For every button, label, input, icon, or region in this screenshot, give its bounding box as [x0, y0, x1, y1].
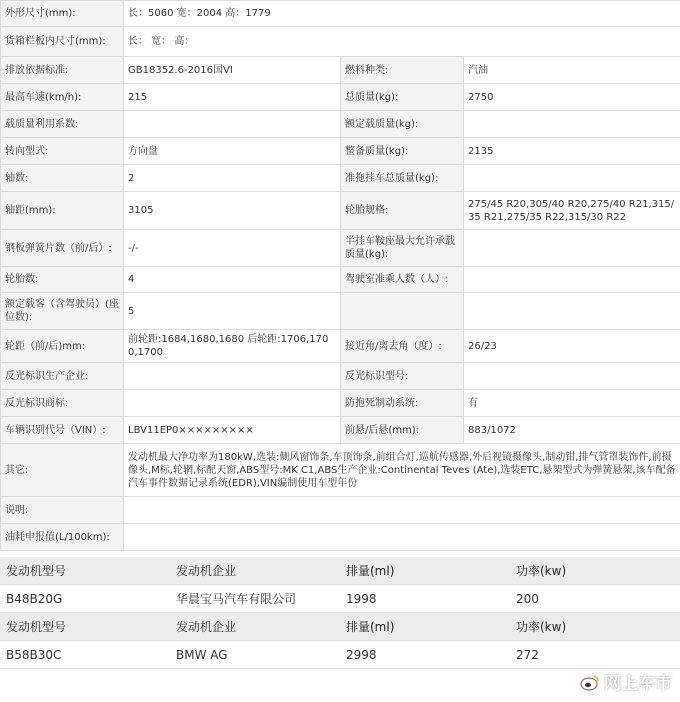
spec-value: GB18352.6-2016国VI — [124, 57, 341, 84]
spec-value: 2135 — [464, 138, 680, 165]
spec-label: 额定载质量(kg): — [341, 111, 464, 138]
weibo-icon — [580, 673, 600, 691]
spec-row — [1, 390, 680, 417]
spec-label: 前悬/后悬(mm): — [341, 417, 464, 444]
spec-label: 整备质量(kg): — [341, 138, 464, 165]
spec-label: 其它: — [1, 444, 124, 497]
spec-value: 215 — [124, 84, 341, 111]
engine-value-cell: 1998 — [340, 585, 510, 613]
engine-value-cell: 272 — [510, 641, 680, 669]
spec-value — [124, 111, 341, 138]
spec-value: 2 — [124, 165, 341, 192]
spec-value: 方向盘 — [124, 138, 341, 165]
spec-row — [1, 444, 680, 497]
spec-value: LBV11EP0××××××××× — [124, 417, 341, 444]
spec-value: 发动机最大净功率为180kW,选装:侧风窗饰条,车顶饰条,前组合灯,巡航传感器,外后视镜摄像头,制动钳,排气管罩装饰件,前摄像头,M标,轮辋,标配天窗,ABS型号:MK C1,ABS生产企业:Continental Teves (Ate),选装ETC,悬架型式为弹簧悬架,该车配备汽车事件数据记录系统(EDR),VIN编制使用车型年份 — [124, 444, 680, 497]
spec-label: 货箱栏板内尺寸(mm): — [1, 27, 124, 57]
spec-label: 油耗申报值(L/100km): — [1, 524, 124, 551]
spec-value: 有 — [464, 390, 680, 417]
spec-value: 3105 — [124, 192, 341, 230]
spec-value: 2750 — [464, 84, 680, 111]
spec-value — [124, 363, 341, 390]
engine-header-cell: 功率(kw) — [510, 613, 680, 641]
spec-label: 转向型式: — [1, 138, 124, 165]
spec-label: 准拖挂车总质量(kg): — [341, 165, 464, 192]
spec-label: 防抱死制动系统: — [341, 390, 464, 417]
spec-value: 5 — [124, 293, 341, 330]
spec-row — [1, 363, 680, 390]
spec-value — [464, 267, 680, 293]
watermark-text: 网上车市 — [604, 674, 672, 694]
engine-header-cell: 排量(ml) — [340, 613, 510, 641]
engine-value-cell: 2998 — [340, 641, 510, 669]
spec-row — [1, 524, 680, 551]
spec-label: 反光标识商标: — [1, 390, 124, 417]
spec-value — [124, 524, 680, 551]
spec-value: 4 — [124, 267, 341, 293]
engine-value-cell: BMW AG — [170, 641, 340, 669]
spec-label: 轮胎规格: — [341, 192, 464, 230]
engine-value-cell: B48B20G — [0, 585, 170, 613]
spec-value — [464, 111, 680, 138]
spec-row — [1, 330, 680, 363]
spec-label: 反光标识型号: — [341, 363, 464, 390]
engine-value-cell: B58B30C — [0, 641, 170, 669]
spec-value: 前轮距:1684,1680,1680 后轮距:1706,1700,1700 — [124, 330, 341, 363]
spec-row — [1, 417, 680, 444]
engine-header-row — [0, 613, 680, 641]
spec-row — [1, 111, 680, 138]
spec-row — [1, 293, 680, 330]
spec-value: 汽油 — [464, 57, 680, 84]
spec-label: 额定载客（含驾驶员）(座位数): — [1, 293, 124, 330]
engine-value-row — [0, 641, 680, 669]
engine-header-cell: 功率(kw) — [510, 557, 680, 585]
engine-header-row — [0, 557, 680, 585]
spec-label: 车辆识别代号（VIN）: — [1, 417, 124, 444]
spec-row — [1, 1, 680, 27]
spec-value: 275/45 R20,305/40 R20,275/40 R21,315/35 R21,275/35 R22,315/30 R22 — [464, 192, 680, 230]
spec-value — [464, 165, 680, 192]
engine-header-cell: 发动机型号 — [0, 613, 170, 641]
spec-value — [124, 497, 680, 524]
engine-value-row — [0, 585, 680, 613]
spec-row — [1, 57, 680, 84]
engine-value-cell: 华晨宝马汽车有限公司 — [170, 585, 340, 613]
spec-value: 883/1072 — [464, 417, 680, 444]
spec-row — [1, 267, 680, 293]
spec-row — [1, 84, 680, 111]
spec-value: 长：5060 宽：2004 高：1779 — [124, 1, 680, 27]
spec-label: 燃料种类: — [341, 57, 464, 84]
spec-value: 长： 宽： 高： — [124, 27, 680, 57]
spec-label: 轮距（前/后)mm: — [1, 330, 124, 363]
spec-label: 排放依据标准: — [1, 57, 124, 84]
engine-value-cell: 200 — [510, 585, 680, 613]
spec-row — [1, 27, 680, 57]
spec-label: 轴数: — [1, 165, 124, 192]
spec-value — [464, 293, 680, 330]
spec-value: -/- — [124, 230, 341, 267]
spec-row — [1, 230, 680, 267]
spec-label: 半挂车鞍座最大允许承载质量(kg): — [341, 230, 464, 267]
spec-label: 驾驶室准乘人数（人）: — [341, 267, 464, 293]
spec-label: 总质量(kg): — [341, 84, 464, 111]
engine-header-cell: 排量(ml) — [340, 557, 510, 585]
spec-label — [341, 293, 464, 330]
spec-label: 说明: — [1, 497, 124, 524]
spec-label: 最高车速(km/h): — [1, 84, 124, 111]
engine-table — [0, 557, 680, 669]
spec-label: 载质量利用系数: — [1, 111, 124, 138]
spec-value — [464, 363, 680, 390]
spec-row — [1, 165, 680, 192]
spec-value — [464, 230, 680, 267]
spec-label: 接近角/离去角（度）: — [341, 330, 464, 363]
spec-label: 钢板弹簧片数（前/后）: — [1, 230, 124, 267]
spec-row — [1, 192, 680, 230]
engine-header-cell: 发动机企业 — [170, 613, 340, 641]
spec-value — [124, 390, 341, 417]
engine-header-cell: 发动机型号 — [0, 557, 170, 585]
spec-value: 26/23 — [464, 330, 680, 363]
spec-row — [1, 497, 680, 524]
spec-label: 反光标识生产企业: — [1, 363, 124, 390]
engine-header-cell: 发动机企业 — [170, 557, 340, 585]
spec-label: 轴距(mm): — [1, 192, 124, 230]
spec-row — [1, 138, 680, 165]
watermark — [580, 669, 672, 694]
spec-label: 轮胎数: — [1, 267, 124, 293]
spec-label: 外形尺寸(mm): — [1, 1, 124, 27]
